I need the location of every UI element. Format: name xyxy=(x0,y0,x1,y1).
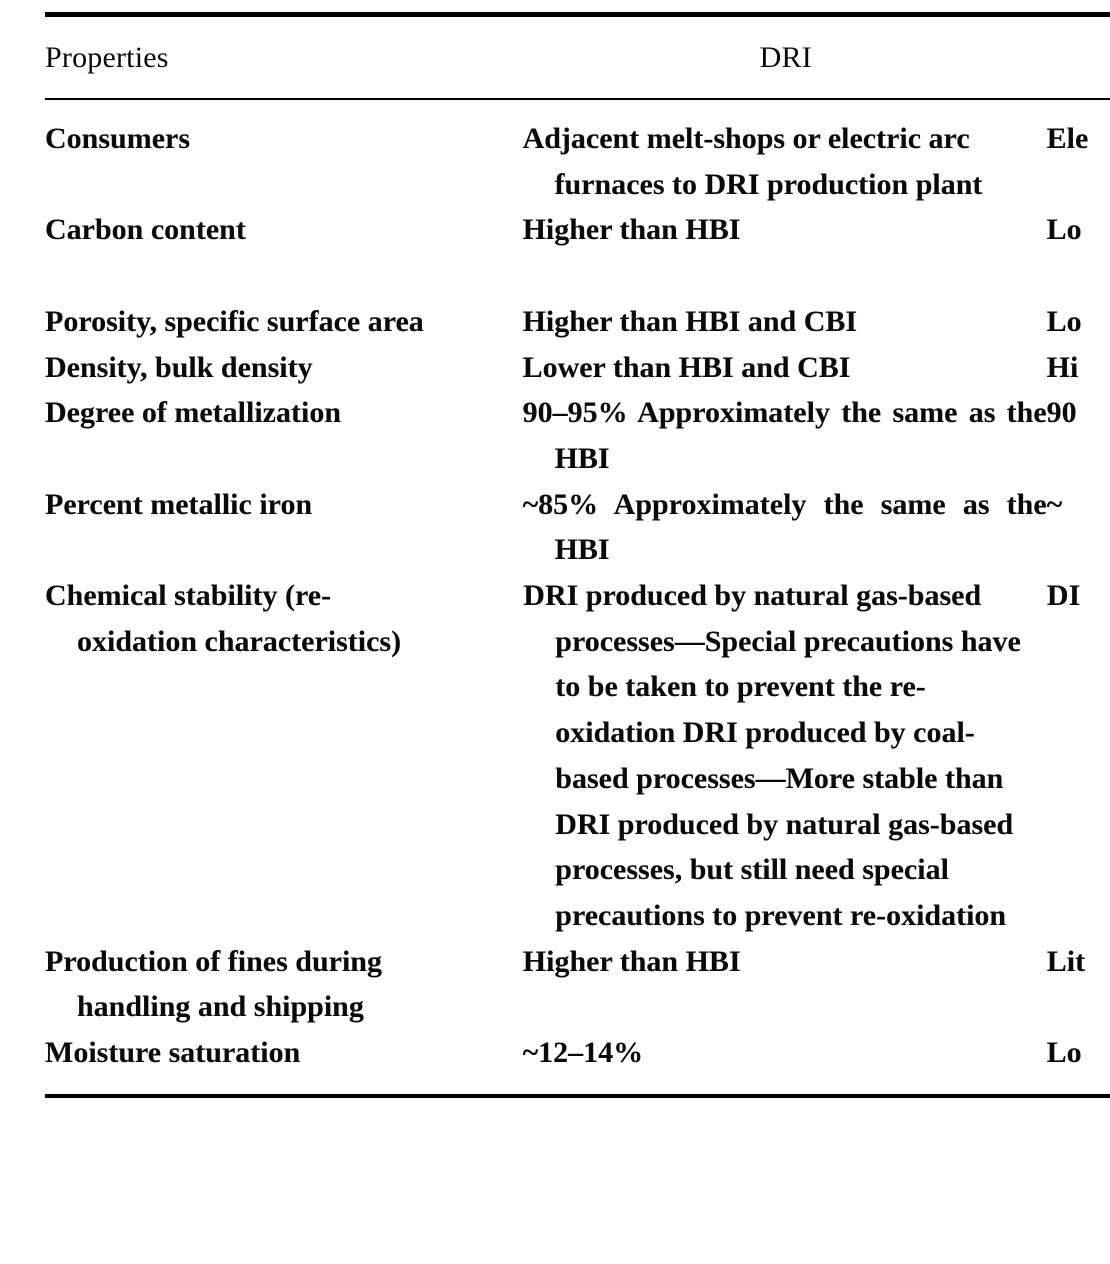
table-body xyxy=(45,100,1110,1094)
cell-property: Moisture saturation xyxy=(45,1036,301,1070)
cell-hbi: Ele xyxy=(1046,122,1089,155)
cell-dri: Higher than HBI xyxy=(522,944,741,978)
table-row xyxy=(45,116,1110,207)
cell-dri: Adjacent melt-shops or electric arc furnaces to DRI production plant xyxy=(522,122,983,201)
cell-property: Carbon content xyxy=(45,213,246,247)
cell-property: Degree of metallization xyxy=(45,396,342,430)
cell-hbi: Lo xyxy=(1046,213,1082,247)
cell-property: Density, bulk density xyxy=(45,350,313,384)
cell-dri: ~12–14% xyxy=(522,1036,644,1070)
table-row xyxy=(45,482,1110,573)
cell-dri: 90–95% Approximately the same as the HBI xyxy=(522,396,1047,475)
cell-property: Chemical stability (re-oxidation characteristics) xyxy=(45,579,402,658)
table-row xyxy=(45,573,1110,939)
cell-dri: ~85% Approximately the same as the HBI xyxy=(522,487,1047,567)
cell-hbi: Hi xyxy=(1046,350,1079,384)
cell-property: Production of fines during handling and shipping xyxy=(45,944,382,1024)
cell-property: Porosity, specific surface area xyxy=(45,304,424,338)
cell-hbi: Lit xyxy=(1046,944,1086,978)
cell-hbi: DI xyxy=(1046,579,1081,613)
cell-property: Percent metallic iron xyxy=(45,487,313,521)
table-bottom-rule xyxy=(45,1094,1110,1098)
table-row xyxy=(45,939,1110,1030)
cell-dri: Higher than HBI xyxy=(522,213,741,247)
cell-dri: DRI produced by natural gas-based processes—Special precautions have to be taken to prevent the re-oxidation DRI produced by coal-based processes—More stable than DRI produced by natural gas-based processes, but still need special precautions to prevent re-oxidation xyxy=(523,579,1021,932)
cell-hbi: Lo xyxy=(1046,1036,1082,1070)
cell-dri: Lower than HBI and CBI xyxy=(522,350,851,384)
header-dri: DRI xyxy=(759,40,812,74)
cell-hbi: Lo xyxy=(1046,304,1082,338)
table-row xyxy=(45,345,1110,391)
table-row xyxy=(45,207,1110,253)
table-header-row xyxy=(45,17,1110,98)
table-row xyxy=(45,390,1110,481)
cell-dri: Higher than HBI and CBI xyxy=(522,304,858,338)
table-row xyxy=(45,1030,1110,1076)
header-properties: Properties xyxy=(45,40,169,74)
cell-hbi: ~ xyxy=(1046,487,1063,521)
table-row xyxy=(45,299,1110,345)
properties-table xyxy=(45,12,1110,1098)
cell-hbi: 90 xyxy=(1046,396,1077,430)
cell-property: Consumers xyxy=(45,122,191,155)
